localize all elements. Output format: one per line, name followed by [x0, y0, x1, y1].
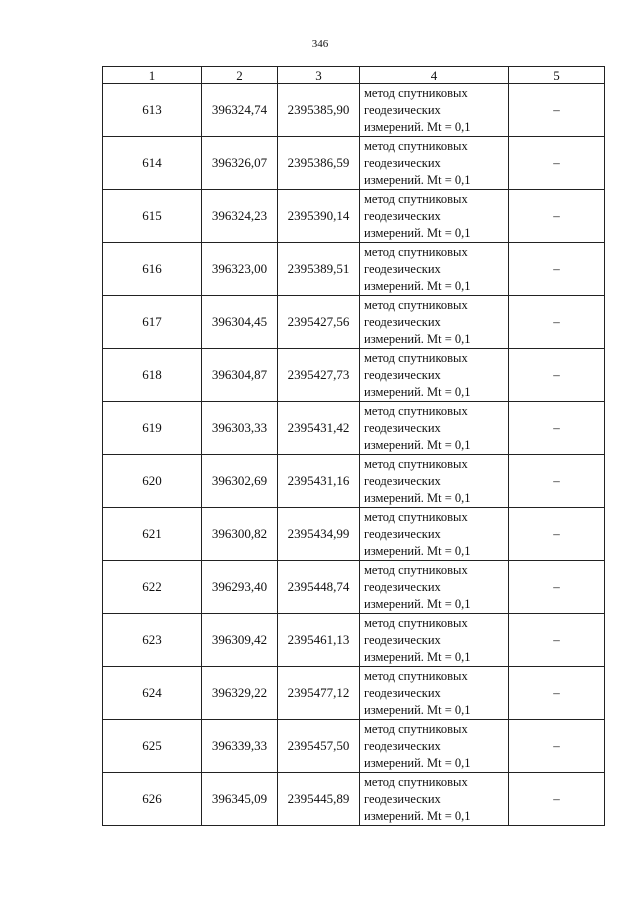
method-text-line: метод спутниковых — [364, 297, 468, 312]
method-text-line: метод спутниковых — [364, 350, 468, 365]
dash-cell: – — [509, 243, 605, 296]
method-cell — [360, 296, 509, 349]
method-cell — [360, 561, 509, 614]
table-row — [103, 561, 605, 614]
method-text-line: геодезических — [364, 102, 441, 117]
x-coordinate-cell: 396304,45 — [202, 296, 278, 349]
dash-cell: – — [509, 561, 605, 614]
x-coordinate-cell: 396323,00 — [202, 243, 278, 296]
point-number-cell: 622 — [103, 561, 202, 614]
point-number-cell: 616 — [103, 243, 202, 296]
point-number-cell: 614 — [103, 137, 202, 190]
method-text-line: измерений. Mt = 0,1 — [364, 649, 471, 664]
method-text-line: метод спутниковых — [364, 721, 468, 736]
x-coordinate-cell: 396324,74 — [202, 84, 278, 137]
dash-cell: – — [509, 349, 605, 402]
x-coordinate-cell: 396304,87 — [202, 349, 278, 402]
method-text-line: метод спутниковых — [364, 774, 468, 789]
table-body — [103, 84, 605, 826]
dash-cell: – — [509, 614, 605, 667]
method-text-line: измерений. Mt = 0,1 — [364, 331, 471, 346]
page-number: 346 — [311, 38, 329, 50]
x-coordinate-cell: 396324,23 — [202, 190, 278, 243]
method-text-line: геодезических — [364, 738, 441, 753]
method-text-line: метод спутниковых — [364, 403, 468, 418]
method-cell — [360, 349, 509, 402]
column-header-5: 5 — [509, 67, 605, 84]
method-cell — [360, 614, 509, 667]
table-row — [103, 190, 605, 243]
method-cell — [360, 190, 509, 243]
table-row — [103, 243, 605, 296]
method-text-line: измерений. Mt = 0,1 — [364, 808, 471, 823]
method-text-line: измерений. Mt = 0,1 — [364, 596, 471, 611]
table-row — [103, 614, 605, 667]
method-cell — [360, 137, 509, 190]
dash-cell: – — [509, 137, 605, 190]
y-coordinate-cell: 2395385,90 — [278, 84, 360, 137]
table-row — [103, 720, 605, 773]
point-number-cell: 613 — [103, 84, 202, 137]
point-number-cell: 619 — [103, 402, 202, 455]
column-header-2: 2 — [202, 67, 278, 84]
coordinates-table — [102, 66, 605, 826]
method-cell — [360, 402, 509, 455]
method-text-line: геодезических — [364, 261, 441, 276]
method-text-line: метод спутниковых — [364, 85, 468, 100]
method-text-line: метод спутниковых — [364, 456, 468, 471]
method-cell — [360, 667, 509, 720]
y-coordinate-cell: 2395448,74 — [278, 561, 360, 614]
dash-cell: – — [509, 455, 605, 508]
method-text-line: измерений. Mt = 0,1 — [364, 543, 471, 558]
x-coordinate-cell: 396302,69 — [202, 455, 278, 508]
dash-cell: – — [509, 296, 605, 349]
x-coordinate-cell: 396303,33 — [202, 402, 278, 455]
point-number-cell: 625 — [103, 720, 202, 773]
dash-cell: – — [509, 667, 605, 720]
method-cell — [360, 773, 509, 826]
point-number-cell: 617 — [103, 296, 202, 349]
method-text-line: измерений. Mt = 0,1 — [364, 172, 471, 187]
y-coordinate-cell: 2395457,50 — [278, 720, 360, 773]
method-text-line: измерений. Mt = 0,1 — [364, 278, 471, 293]
y-coordinate-cell: 2395445,89 — [278, 773, 360, 826]
dash-cell: – — [509, 720, 605, 773]
method-text-line: геодезических — [364, 155, 441, 170]
method-text-line: измерений. Mt = 0,1 — [364, 702, 471, 717]
table-row — [103, 667, 605, 720]
method-text-line: измерений. Mt = 0,1 — [364, 755, 471, 770]
table-row — [103, 508, 605, 561]
method-text-line: измерений. Mt = 0,1 — [364, 225, 471, 240]
point-number-cell: 626 — [103, 773, 202, 826]
method-cell — [360, 243, 509, 296]
point-number-cell: 618 — [103, 349, 202, 402]
method-text-line: геодезических — [364, 208, 441, 223]
method-text-line: метод спутниковых — [364, 138, 468, 153]
method-text-line: метод спутниковых — [364, 244, 468, 259]
method-text-line: измерений. Mt = 0,1 — [364, 490, 471, 505]
x-coordinate-cell: 396329,22 — [202, 667, 278, 720]
x-coordinate-cell: 396326,07 — [202, 137, 278, 190]
y-coordinate-cell: 2395390,14 — [278, 190, 360, 243]
method-text-line: геодезических — [364, 473, 441, 488]
method-cell — [360, 455, 509, 508]
point-number-cell: 620 — [103, 455, 202, 508]
y-coordinate-cell: 2395477,12 — [278, 667, 360, 720]
y-coordinate-cell: 2395389,51 — [278, 243, 360, 296]
dash-cell: – — [509, 84, 605, 137]
y-coordinate-cell: 2395431,42 — [278, 402, 360, 455]
method-cell — [360, 508, 509, 561]
table-row — [103, 455, 605, 508]
y-coordinate-cell: 2395461,13 — [278, 614, 360, 667]
method-text-line: геодезических — [364, 526, 441, 541]
method-text-line: метод спутниковых — [364, 562, 468, 577]
method-text-line: геодезических — [364, 685, 441, 700]
table-row — [103, 773, 605, 826]
y-coordinate-cell: 2395427,56 — [278, 296, 360, 349]
method-text-line: геодезических — [364, 367, 441, 382]
dash-cell: – — [509, 402, 605, 455]
method-cell — [360, 84, 509, 137]
method-text-line: метод спутниковых — [364, 191, 468, 206]
table-row — [103, 84, 605, 137]
point-number-cell: 623 — [103, 614, 202, 667]
table-row — [103, 296, 605, 349]
x-coordinate-cell: 396300,82 — [202, 508, 278, 561]
dash-cell: – — [509, 508, 605, 561]
table-row — [103, 349, 605, 402]
y-coordinate-cell: 2395427,73 — [278, 349, 360, 402]
method-text-line: геодезических — [364, 420, 441, 435]
method-text-line: измерений. Mt = 0,1 — [364, 437, 471, 452]
x-coordinate-cell: 396339,33 — [202, 720, 278, 773]
method-text-line: метод спутниковых — [364, 509, 468, 524]
method-text-line: измерений. Mt = 0,1 — [364, 384, 471, 399]
method-text-line: геодезических — [364, 632, 441, 647]
dash-cell: – — [509, 773, 605, 826]
method-text-line: измерений. Mt = 0,1 — [364, 119, 471, 134]
method-text-line: геодезических — [364, 314, 441, 329]
column-header-3: 3 — [278, 67, 360, 84]
table-row — [103, 137, 605, 190]
column-header-4: 4 — [360, 67, 509, 84]
column-header-1: 1 — [103, 67, 202, 84]
point-number-cell: 621 — [103, 508, 202, 561]
method-text-line: метод спутниковых — [364, 668, 468, 683]
point-number-cell: 624 — [103, 667, 202, 720]
y-coordinate-cell: 2395431,16 — [278, 455, 360, 508]
y-coordinate-cell: 2395434,99 — [278, 508, 360, 561]
table-row — [103, 402, 605, 455]
x-coordinate-cell: 396309,42 — [202, 614, 278, 667]
dash-cell: – — [509, 190, 605, 243]
x-coordinate-cell: 396293,40 — [202, 561, 278, 614]
method-cell — [360, 720, 509, 773]
point-number-cell: 615 — [103, 190, 202, 243]
method-text-line: геодезических — [364, 579, 441, 594]
y-coordinate-cell: 2395386,59 — [278, 137, 360, 190]
method-text-line: геодезических — [364, 791, 441, 806]
header-row — [103, 67, 605, 84]
method-text-line: метод спутниковых — [364, 615, 468, 630]
x-coordinate-cell: 396345,09 — [202, 773, 278, 826]
